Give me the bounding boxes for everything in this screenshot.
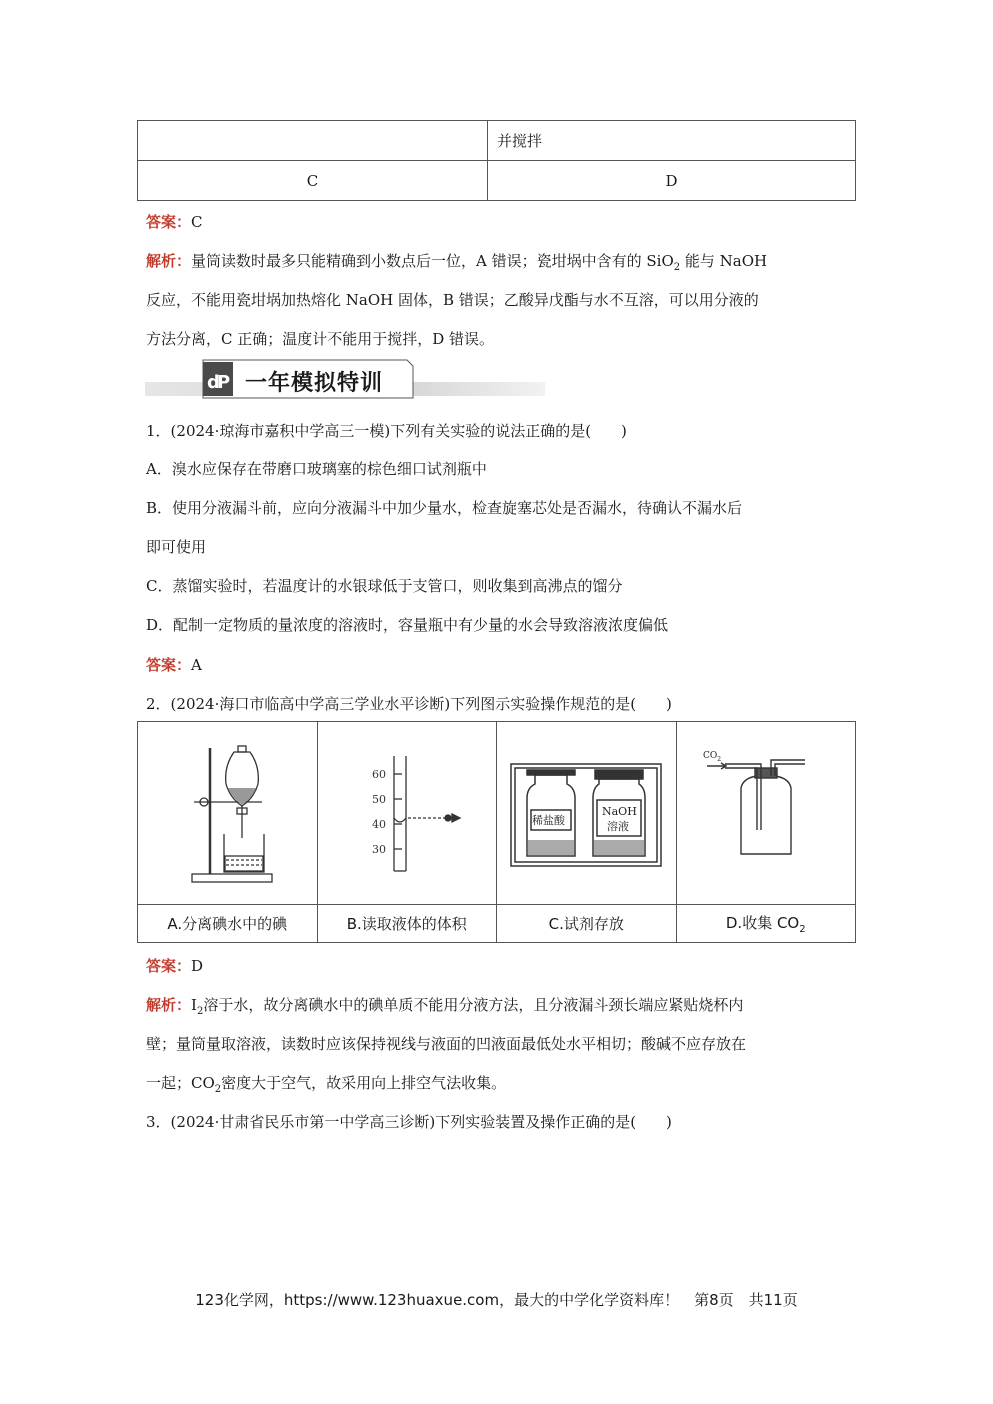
option-b-continued: 即可使用 <box>146 538 207 556</box>
figure-a-cell <box>138 722 318 905</box>
option-c: C．蒸馏实验时，若温度计的水银球低于支管口，则收集到高沸点的馏分 <box>146 577 623 595</box>
svg-text:d: d <box>207 372 220 393</box>
answer-line <box>146 654 202 675</box>
top-table <box>137 120 856 201</box>
tick-label: 60 <box>371 768 386 781</box>
analysis-line: 壁；量筒量取溶液，读数时应该保持视线与液面的凹液面最低处水平相切；酸碱不应存放在 <box>146 1035 747 1053</box>
figure-table <box>137 721 856 943</box>
option-d: D．配制一定物质的量浓度的溶液时，容量瓶中有少量的水会导致溶液浓度偏低 <box>146 616 669 634</box>
tick-label: 30 <box>371 843 386 856</box>
question-stem: 1．(2024·琼海市嘉积中学高三一模)下列有关实验的说法正确的是( ) <box>146 422 627 440</box>
analysis-line: 方法分离，C 正确；温度计不能用于搅拌，D 错误。 <box>146 330 495 348</box>
graduated-cylinder-figure <box>322 726 492 896</box>
answer-label: 答案： <box>146 213 192 231</box>
answer-value: A <box>191 656 202 674</box>
answer-label: 答案： <box>146 957 192 975</box>
gas-bottle-figure <box>681 726 851 896</box>
separatory-funnel-figure <box>142 726 312 896</box>
analysis-text: 能与 NaOH <box>680 252 768 270</box>
table-text: 并搅拌 <box>497 132 543 150</box>
section-banner <box>145 358 545 402</box>
bottle-label-right-2: 溶液 <box>607 820 630 833</box>
subscript: 2 <box>214 1084 222 1095</box>
figure-d-cell <box>676 722 856 905</box>
analysis-label: 解析： <box>146 252 192 270</box>
answer-line <box>146 955 203 976</box>
analysis-text: 量筒读数时最多只能精确到小数点后一位，A 错误；瓷坩埚中含有的 SiO <box>191 252 674 270</box>
figure-c-cell <box>497 722 677 905</box>
subscript: 2 <box>799 924 806 935</box>
caption-c: C.试剂存放 <box>497 905 677 943</box>
analysis-label: 解析： <box>146 996 192 1014</box>
subscript: 2 <box>673 262 681 273</box>
analysis-line: 反应，不能用瓷坩埚加热熔化 NaOH 固体，B 错误；乙酸异戊酯与水不互溶，可以用分液的 <box>146 291 759 309</box>
analysis-line <box>146 250 767 273</box>
figure-b-cell <box>317 722 497 905</box>
option-d-label: D <box>488 161 856 201</box>
top-table-cell <box>488 121 856 161</box>
answer-value: C <box>191 213 203 231</box>
analysis-text: 一起；CO <box>146 1074 215 1092</box>
answer-label: 答案： <box>146 656 192 674</box>
banner-title: 一年模拟特训 <box>245 371 384 396</box>
co2-label: $CO_2$ <box>702 751 721 763</box>
analysis-text: I <box>191 996 197 1014</box>
caption-b: B.读取液体的体积 <box>317 905 497 943</box>
question-stem: 3．(2024·甘肃省民乐市第一中学高三诊断)下列实验装置及操作正确的是( ) <box>146 1113 672 1131</box>
svg-text:P: P <box>217 372 231 393</box>
tick-label: 40 <box>371 818 386 831</box>
page-footer: 123化学网，https://www.123huaxue.com，最大的中学化学资料库！ 第8页 共11页 <box>195 1291 798 1309</box>
question-stem: 2．(2024·海口市临高中学高三学业水平诊断)下列图示实验操作规范的是( ) <box>146 695 672 713</box>
analysis-line <box>146 994 743 1017</box>
answer-line <box>146 211 203 232</box>
tick-label: 50 <box>371 793 386 806</box>
reagent-cabinet-figure <box>501 726 671 896</box>
subscript: 2 <box>196 1006 204 1017</box>
option-c-label: C <box>138 161 488 201</box>
caption-d <box>676 905 856 943</box>
caption-d-text: D.收集 CO <box>725 914 800 932</box>
top-table-cell <box>138 121 488 161</box>
option-b: B．使用分液漏斗前，应向分液漏斗中加少量水，检查旋塞芯处是否漏水，待确认不漏水后 <box>146 499 743 517</box>
analysis-text: 密度大于空气，故采用向上排空气法收集。 <box>221 1074 507 1092</box>
caption-a: A.分离碘水中的碘 <box>138 905 318 943</box>
bottle-label-right-1: NaOH <box>602 805 638 818</box>
analysis-line <box>146 1072 506 1095</box>
option-a: A．溴水应保存在带磨口玻璃塞的棕色细口试剂瓶中 <box>146 460 487 478</box>
bottle-label-left: 稀盐酸 <box>532 814 566 827</box>
answer-value: D <box>191 957 204 975</box>
analysis-text: 溶于水，故分离碘水中的碘单质不能用分液方法，且分液漏斗颈长端应紧贴烧杯内 <box>203 996 744 1014</box>
